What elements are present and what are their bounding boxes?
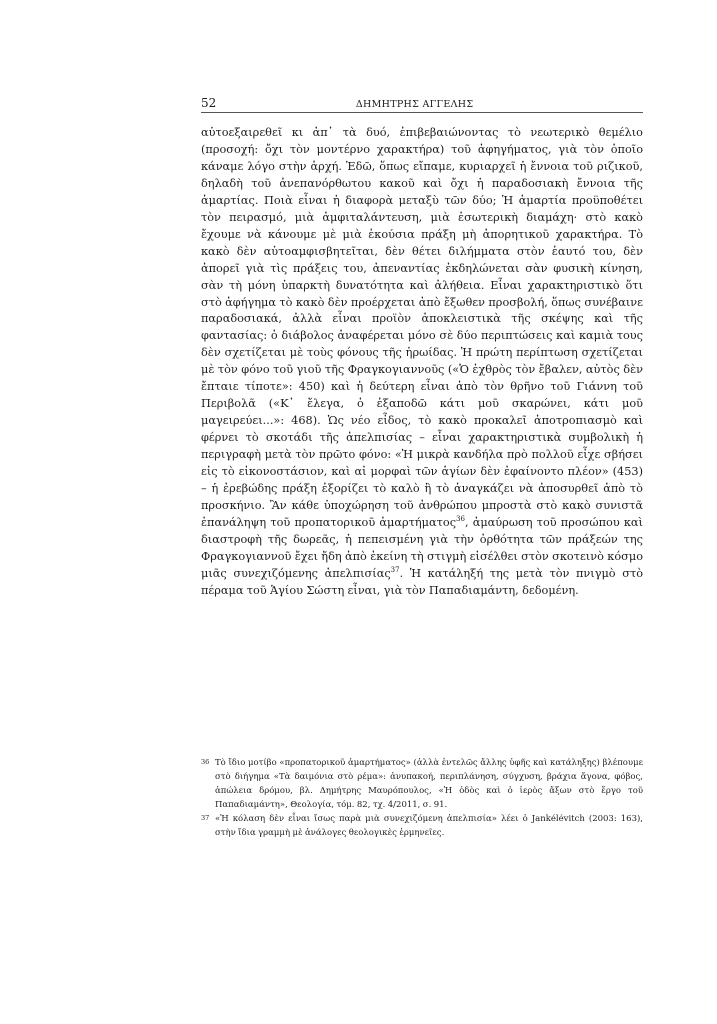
body-paragraph xyxy=(201,125,643,600)
footnote-36 xyxy=(201,757,643,813)
footnote-text: Τὸ ἴδιο μοτίβο «προπατορικοῦ ἁμαρτήματος» (ἀλλὰ ἐντελῶς ἄλλης ὑφῆς καὶ κατάληξης) βλέπουμε στὸ διήγημα «Τὰ δαιμόνια στὸ ρέμα»: ἀνυπακοή, περιπλάνηση, σύγχυση, βράχια ἄγονα, φόβος, ἀπώλεια δρόμου, βλ. Δημήτρης Μαυρόπουλος, «Ἡ ὁδὸς καὶ ὁ ἱερὸς ἄξων στὸ ἔργο τοῦ Παπαδιαμάντη», Θεολογία, τόμ. 82, τχ. 4/2011, σ. 91. xyxy=(215,758,643,810)
body-text-part-1: αὐτοεξαιρεθεῖ κι ἀπ᾽ τὰ δυό, ἐπιβεβαιώνοντας τὸ νεωτερικὸ θεμέλιο (προσοχή: ὄχι τὸν μοντέρνο χαρακτήρα) τοῦ ἀφηγήματος, γιὰ τὸν ὁποῖο κάναμε λόγο στὴν ἀρχή. Ἐδῶ, ὅπως εἴπαμε, κυριαρχεῖ ἡ ἔννοια τοῦ ριζικοῦ, δηλαδὴ τοῦ ἀνεπανόρθωτου κακοῦ καὶ ὄχι ἡ παραδοσιακὴ ἔννοια τῆς ἁμαρτίας. Ποιὰ εἶναι ἡ διαφορὰ μεταξὺ τῶν δύο; Ἡ ἁμαρτία προϋποθέτει τὸν πειρασμό, μιὰ ἀμφιταλάντευση, μιὰ ἐσωτερικὴ διαμάχη· στὸ κακὸ ἔχουμε νὰ κάνουμε μὲ μιὰ ἑκούσια πράξη μὴ ἀπορητικοῦ χαρακτήρα. Τὸ κακὸ δὲν αὐτοαμφισβητεῖται, δὲν θέτει διλήμματα στὸν ἑαυτό του, δὲν ἀπορεῖ γιὰ τὶς πράξεις του, ἀπεναντίας ἐκδηλώνεται σὰν φυσικὴ κίνηση, σὰν τὴ μόνη ὑπαρκτὴ δυνατότητα καὶ ἀλήθεια. Εἶναι χαρακτηριστικὸ ὅτι στὸ ἀφήγημα τὸ κακὸ δὲν προέρχεται ἀπὸ ἔξωθεν προσβολή, ὅπως συνέβαινε παραδοσιακά, ἀλλὰ εἶναι προϊὸν ἀποκλειστικὰ τῆς σκέψης καὶ τῆς φαντασίας: ὁ διάβολος ἀναφέρεται μόνο σὲ δύο περιπτώσεις καὶ καμιὰ τους δὲν σχετίζεται μὲ τοὺς φόνους τῆς ἡρωίδας. Ἡ πρώτη περίπτωση σχετίζεται μὲ τὸν φόνο τοῦ γιοῦ τῆς Φραγκογιαννοῦς («Ὁ ἐχθρὸς τὸν ἔβαλεν, αὐτὸς δὲν ἔπταιε τίποτε»: 450) καὶ ἡ δεύτερη εἶναι ἀπὸ τὸν θρῆνο τοῦ Γιάννη τοῦ Περιβολᾶ («Κ᾽ ἔλεγα, ὁ ἐξαποδῶ κάτι μοῦ σκαρώνει, κάτι μοῦ μαγειρεύει...»: 468). Ὡς νέο εἶδος, τὸ κακὸ προκαλεῖ ἀποτροπιασμὸ καὶ φέρνει τὸ σκοτάδι τῆς ἀπελπισίας – εἶναι χαρακτηριστικὰ συμβολικὴ ἡ περιγραφὴ μετὰ τὸν πρῶτο φόνο: «Ἡ μικρὰ κανδήλα πρὸ πολλοῦ εἶχε σβήσει εἰς τὸ εἰκονοστάσιον, καὶ αἱ μορφαὶ τῶν ἁγίων δὲν ἐφαίνοντο πλέον» (453) – ἡ ἐρεβώδης πράξη ἐξορίζει τὸ καλὸ ἢ τὸ ἀναγκάζει νὰ ἀποσυρθεῖ ἀπὸ τὸ προσκήνιο. Ἂν κάθε ὑποχώρηση τοῦ ἀνθρώπου μπροστὰ στὸ κακὸ συνιστᾶ ἐπανάληψη τοῦ προπατορικοῦ ἁμαρτήματος xyxy=(201,126,643,529)
header-rule xyxy=(201,112,643,113)
running-head: ΔΗΜΗΤΡΗΣ ΑΓΓΕΛΗΣ xyxy=(355,99,474,110)
footnote-number: 36 xyxy=(201,758,210,766)
body-text-part-3: . Ἡ κατάληξή της μετὰ τὸν πνιγμὸ στὸ πέραμα τοῦ Ἁγίου Σώστη εἶναι, γιὰ τὸν Παπαδιαμάντη, δεδομένη. xyxy=(201,566,644,597)
footnote-ref-36[interactable]: 36 xyxy=(456,515,465,524)
footnote-ref-37[interactable]: 37 xyxy=(390,566,400,575)
body-text-part-2: , ἀμαύρωση τοῦ προσώπου καὶ διαστροφὴ τῆς δωρεᾶς, ἡ πεπεισμένη γιὰ τὴν ὀρθότητα τῶν πράξεών της Φραγκογιαννοῦ ἔχει ἤδη ἀπὸ ἐκείνη τὴ στιγμὴ εἰσέλθει στὸν σκοτεινὸ κόσμο μιᾶς συνεχιζόμενης ἀπελπισίας xyxy=(201,515,643,580)
page-header xyxy=(201,96,643,110)
footnote-number: 37 xyxy=(201,813,210,822)
footnote-text: «Ἡ κόλαση δὲν εἶναι ἴσως παρὰ μιὰ συνεχιζόμενη ἀπελπισία» λέει ὁ Jankélévitch (2003: 163), στὴν ἴδια γραμμὴ μὲ ἀνάλογες θεολογικὲς ἑρμηνεῖες. xyxy=(215,813,643,838)
footnote-37 xyxy=(201,813,643,841)
footnotes xyxy=(201,757,643,840)
page-number: 52 xyxy=(201,96,217,110)
